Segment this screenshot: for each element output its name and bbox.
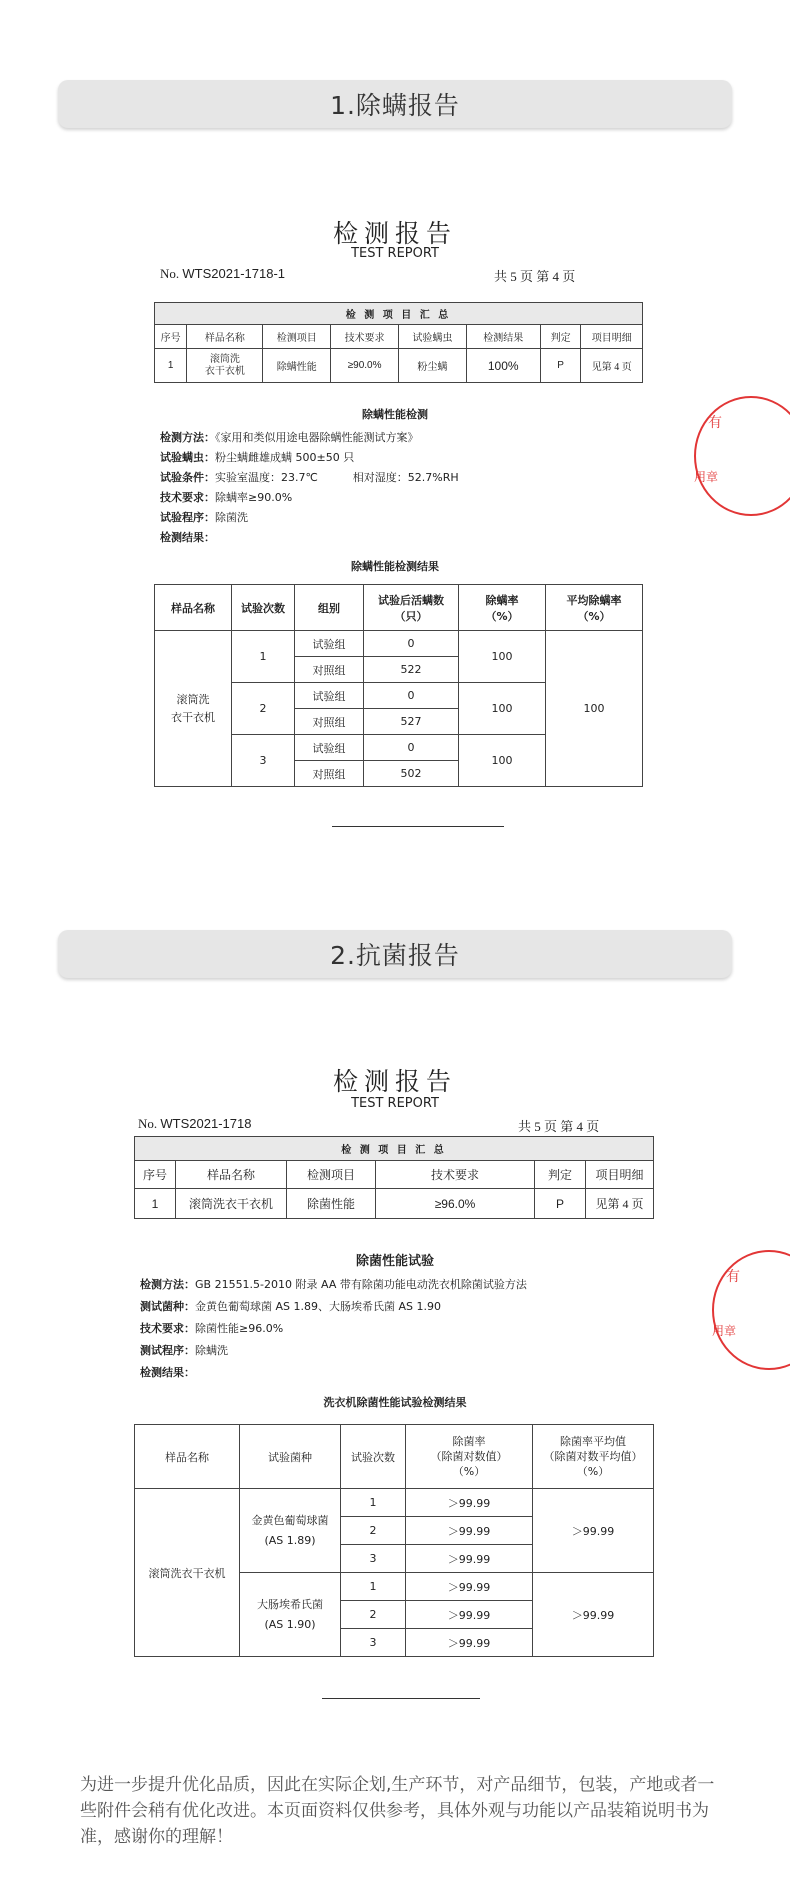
report2-no-value: WTS2021-1718 (160, 1116, 252, 1131)
result-rate: ＞99.99 (406, 1573, 533, 1601)
summary-header: 检测项目 (287, 1161, 376, 1189)
summary-header: 样品名称 (187, 325, 263, 349)
result-group: 对照组 (295, 709, 364, 735)
result-header: 试验次数 (232, 585, 295, 631)
result-run: 1 (341, 1489, 406, 1517)
result-run: 3 (232, 735, 295, 787)
result-run: 1 (341, 1573, 406, 1601)
report1-title: 检测报告 (332, 219, 457, 248)
summary-header: 技术要求 (331, 325, 399, 349)
result-run: 3 (341, 1545, 406, 1573)
result-rate: ＞99.99 (406, 1629, 533, 1657)
section1-banner-title: 1.除螨报告 (330, 91, 460, 120)
result-count: 0 (364, 683, 459, 709)
summary-cell: 滚筒洗 衣干衣机 (187, 349, 263, 383)
summary-header: 判定 (540, 325, 581, 349)
report2-number (138, 1116, 251, 1132)
report1-no-value: WTS2021-1718-1 (182, 266, 286, 281)
section1-banner (58, 80, 732, 128)
report2-end-rule (322, 1698, 480, 1699)
summary-cell: 除菌性能 (287, 1189, 376, 1219)
result-rate: ＞99.99 (406, 1545, 533, 1573)
result-count: 0 (364, 631, 459, 657)
field-row: 测试程序：除螨洗 (140, 1344, 228, 1357)
summary-cell: 粉尘螨 (398, 349, 466, 383)
report2-page-info: 共 5 页 第 4 页 (518, 1119, 600, 1134)
summary-cell: ≥96.0% (376, 1189, 535, 1219)
result-run: 2 (341, 1517, 406, 1545)
summary-header: 试验螨虫 (398, 325, 466, 349)
summary-header: 序号 (155, 325, 187, 349)
field-row: 检测结果： (140, 1366, 195, 1379)
report2-subtitle: TEST REPORT (351, 1096, 439, 1111)
field-row: 技术要求：除螨率≥90.0% (160, 491, 293, 504)
report2-result-table (134, 1424, 654, 1657)
disclaimer-text: 为进一步提升优化品质，因此在实际企划,生产环节，对产品细节，包装，产地或者一些附件会稍有优化改进。本页面资料仅供参考，具体外观与功能以产品装箱说明书为准，感谢你的理解！ (80, 1775, 715, 1847)
summary-header: 序号 (135, 1161, 176, 1189)
field-row: 检测方法：GB 21551.5-2010 附录 AA 带有除菌功能电动洗衣机除菌试验方法 (140, 1278, 527, 1291)
report2-result-title: 洗衣机除菌性能试验检测结果 (323, 1396, 467, 1409)
red-seal-stamp: 有 用章 (694, 396, 790, 516)
result-count: 527 (364, 709, 459, 735)
summary-cell: 滚筒洗衣干衣机 (176, 1189, 287, 1219)
result-group: 试验组 (295, 735, 364, 761)
result-header: 试验次数 (341, 1425, 406, 1489)
result-run: 2 (232, 683, 295, 735)
result-rate: 100 (459, 683, 546, 735)
summary-cell: 1 (135, 1189, 176, 1219)
result-rate: 100 (459, 631, 546, 683)
result-rate: 100 (459, 735, 546, 787)
summary-cell: 见第 4 页 (581, 349, 643, 383)
report2-fields (140, 1274, 527, 1384)
result-count: 522 (364, 657, 459, 683)
summary-caption: 检 测 项 目 汇 总 (155, 303, 643, 325)
report1-no-prefix: No. (160, 266, 180, 281)
field-row: 技术要求：除菌性能≥96.0% (140, 1322, 284, 1335)
report1-subtitle: TEST REPORT (351, 246, 439, 261)
summary-cell: P (540, 349, 581, 383)
report1-page-info: 共 5 页 第 4 页 (494, 269, 576, 284)
result-count: 0 (364, 735, 459, 761)
result-run: 1 (232, 631, 295, 683)
report2-summary-table (134, 1136, 654, 1219)
result-header: 样品名称 (155, 585, 232, 631)
result-strain: 金黄色葡萄球菌 (AS 1.89) (240, 1489, 341, 1573)
summary-header: 技术要求 (376, 1161, 535, 1189)
result-strain: 大肠埃希氏菌 (AS 1.90) (240, 1573, 341, 1657)
result-header: 平均除螨率 （%） (546, 585, 643, 631)
field-row: 试验程序：除菌洗 (160, 511, 248, 524)
report1-end-rule (332, 826, 504, 827)
result-rate: ＞99.99 (406, 1601, 533, 1629)
report1-summary-table (154, 302, 643, 383)
result-rate: ＞99.99 (406, 1489, 533, 1517)
summary-cell: P (535, 1189, 586, 1219)
result-group: 试验组 (295, 631, 364, 657)
summary-caption: 检 测 项 目 汇 总 (135, 1137, 654, 1161)
field-row: 测试菌种：金黄色葡萄球菌 AS 1.89、大肠埃希氏菌 AS 1.90 (140, 1300, 441, 1313)
summary-cell: 100% (466, 349, 540, 383)
result-header: 样品名称 (135, 1425, 240, 1489)
section2-banner (58, 930, 732, 978)
result-header: 试验后活螨数 （只） (364, 585, 459, 631)
summary-cell: ≥90.0% (331, 349, 399, 383)
field-row: 试验螨虫：粉尘螨雌雄成螨 500±50 只 (160, 451, 355, 464)
red-seal-stamp: 有 用章 (712, 1250, 790, 1370)
result-group: 试验组 (295, 683, 364, 709)
section2-banner-title: 2.抗菌报告 (330, 941, 460, 970)
summary-header: 项目明细 (581, 325, 643, 349)
result-group: 对照组 (295, 761, 364, 787)
result-count: 502 (364, 761, 459, 787)
summary-cell: 除螨性能 (263, 349, 331, 383)
report1-section-heading: 除螨性能检测 (362, 408, 428, 421)
result-header: 除菌率平均值 （除菌对数平均值） （%） (533, 1425, 654, 1489)
result-rate: ＞99.99 (406, 1517, 533, 1545)
result-run: 3 (341, 1629, 406, 1657)
summary-cell: 1 (155, 349, 187, 383)
result-avg: ＞99.99 (533, 1573, 654, 1657)
result-sample: 滚筒洗衣干衣机 (135, 1489, 240, 1657)
report1-number (160, 266, 285, 282)
summary-header: 检测项目 (263, 325, 331, 349)
report2-section-heading: 除菌性能试验 (355, 1254, 434, 1269)
field-row: 试验条件：实验室温度：23.7℃ 相对湿度：52.7%RH (160, 471, 459, 484)
result-run: 2 (341, 1601, 406, 1629)
report1-fields (160, 428, 459, 548)
summary-header: 判定 (535, 1161, 586, 1189)
report2-no-prefix: No. (138, 1116, 158, 1131)
result-header: 除螨率 （%） (459, 585, 546, 631)
result-header: 除菌率 （除菌对数值） （%） (406, 1425, 533, 1489)
summary-header: 检测结果 (466, 325, 540, 349)
summary-cell: 见第 4 页 (586, 1189, 654, 1219)
report1-result-title: 除螨性能检测结果 (351, 560, 439, 573)
summary-header: 样品名称 (176, 1161, 287, 1189)
field-row: 检测结果： (160, 531, 215, 544)
result-avg: 100 (546, 631, 643, 787)
result-header: 组别 (295, 585, 364, 631)
field-row: 检测方法：《家用和类似用途电器除螨性能测试方案》 (160, 431, 419, 444)
report1-result-table (154, 584, 643, 787)
report2-title: 检测报告 (332, 1067, 457, 1096)
result-header: 试验菌种 (240, 1425, 341, 1489)
summary-header: 项目明细 (586, 1161, 654, 1189)
result-avg: ＞99.99 (533, 1489, 654, 1573)
result-sample: 滚筒洗 衣干衣机 (155, 631, 232, 787)
result-group: 对照组 (295, 657, 364, 683)
